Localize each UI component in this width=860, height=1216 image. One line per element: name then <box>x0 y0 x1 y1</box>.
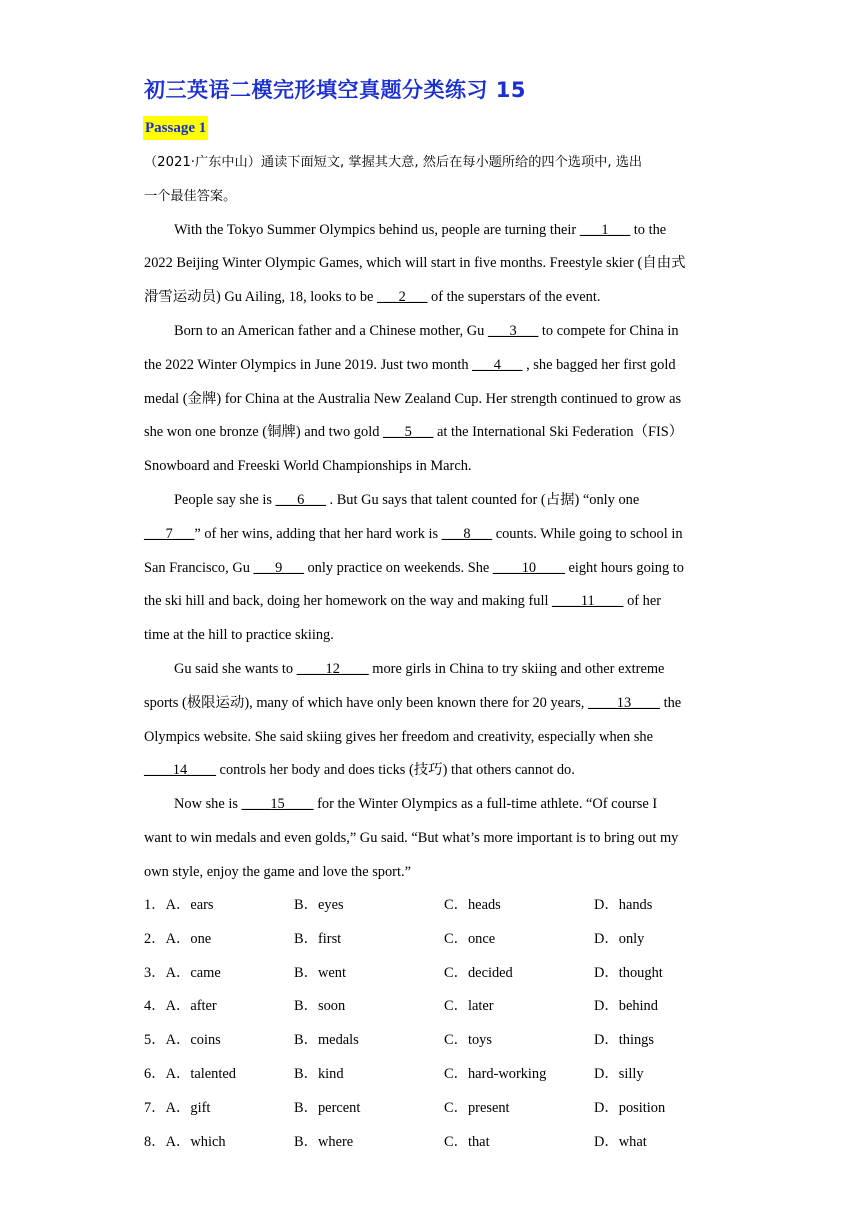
passage-line <box>144 653 716 687</box>
passage-line <box>144 552 716 586</box>
option-row <box>144 1092 716 1126</box>
passage-tag: Passage 1 <box>143 116 208 140</box>
passage-line <box>144 416 716 450</box>
passage-line <box>144 450 716 484</box>
option-choice: C．that <box>444 1133 490 1150</box>
passage-text-segment: of her <box>623 593 662 610</box>
answer-blank: ____12____ <box>296 660 369 677</box>
option-choice: C．present <box>444 1099 510 1116</box>
passage-body <box>144 146 716 890</box>
option-row <box>144 923 716 957</box>
option-choice: B．first <box>294 930 342 947</box>
option-choice: 1．A．ears <box>144 897 214 913</box>
passage-line <box>144 383 716 417</box>
passage-text-segment: Now she is <box>174 796 242 813</box>
passage-text-segment: Gu said she wants to <box>174 660 297 677</box>
option-choice: C．toys <box>444 1032 492 1049</box>
option-choice: C．heads <box>444 897 501 913</box>
option-choice: C．once <box>444 930 496 947</box>
passage-line <box>144 518 716 552</box>
passage-line <box>144 721 716 755</box>
passage-text-segment: at the International Ski Federation（FIS） <box>433 424 684 441</box>
passage-line <box>144 315 716 349</box>
answer-blank: ____14____ <box>144 762 216 779</box>
answer-blank: ___9___ <box>253 559 304 576</box>
instructions-line-2: 一个最佳答案。 <box>144 188 237 204</box>
option-choice: D．what <box>594 1133 647 1150</box>
option-choice: D．thought <box>594 964 663 981</box>
option-row <box>144 1058 716 1092</box>
passage-text-segment: , she bagged her first gold <box>522 356 676 373</box>
passage-text-segment: the ski hill and back, doing her homework on the way and making full <box>144 593 553 610</box>
option-choice: D．position <box>594 1099 666 1116</box>
option-row <box>144 1024 716 1058</box>
passage-text-segment: to compete for China in <box>538 322 679 339</box>
passage-text-segment: 2022 Beijing Winter Olympic Games, which will start in five months. Freestyle skier (自由式 <box>144 255 686 272</box>
passage-text-segment: counts. While going to school in <box>492 525 683 542</box>
answer-blank: ___7___ <box>144 525 195 542</box>
passage-text-segment: the <box>659 694 682 711</box>
passage-text-segment: Snowboard and Freeski World Championships in March. <box>144 458 472 475</box>
option-choice: D．only <box>594 930 645 947</box>
passage-text <box>144 214 716 890</box>
passage-text-segment: Olympics website. She said skiing gives her freedom and creativity, especially when she <box>144 728 653 745</box>
passage-text-segment: for the Winter Olympics as a full-time athlete. “Of course I <box>313 796 658 813</box>
passage-text-segment: sports (极限运动), many of which have only been known there for 20 years, <box>144 694 589 711</box>
answer-blank: ____13____ <box>588 694 660 711</box>
option-choice: 7．A．gift <box>144 1099 211 1116</box>
passage-line <box>144 619 716 653</box>
answer-blank: ___6___ <box>275 491 326 508</box>
option-choice: C．hard-working <box>444 1065 547 1082</box>
option-row <box>144 990 716 1024</box>
option-choice: B．kind <box>294 1065 344 1082</box>
answer-blank: ___3___ <box>487 322 539 339</box>
passage-line <box>144 856 716 890</box>
passage-text-segment: San Francisco, Gu <box>144 559 254 576</box>
option-choice: D．silly <box>594 1065 644 1082</box>
option-choice: B．eyes <box>294 897 344 913</box>
option-row <box>144 957 716 991</box>
passage-line <box>144 687 716 721</box>
answer-blank: ____10____ <box>492 559 565 576</box>
option-choice: C．later <box>444 998 494 1015</box>
passage-line <box>144 754 716 788</box>
passage-line <box>144 585 716 619</box>
passage-text-segment: People say she is <box>174 491 276 508</box>
passage-text-segment: With the Tokyo Summer Olympics behind us, people are turning their <box>174 221 580 238</box>
passage-text-segment: more girls in China to try skiing and other extreme <box>368 660 665 677</box>
passage-line <box>144 281 716 315</box>
passage-text-segment: to the <box>630 221 667 238</box>
option-choice: 8．A．which <box>144 1133 226 1150</box>
option-choice: B．where <box>294 1133 354 1150</box>
instructions-line-1: （2021·广东中山）通读下面短文, 掌握其大意, 然后在每小题所给的四个选项中, 选出 <box>144 155 643 170</box>
answer-blank: ___2___ <box>377 289 428 306</box>
passage-text-segment: ” of her wins, adding that her hard work is <box>194 525 442 542</box>
options-list <box>144 889 716 1159</box>
option-choice: 2．A．one <box>144 930 212 947</box>
passage-line <box>144 247 716 281</box>
option-choice: B．soon <box>294 998 346 1015</box>
answer-blank: ___1___ <box>579 221 631 238</box>
passage-text-segment: own style, enjoy the game and love the sport.” <box>144 863 411 880</box>
answer-blank: ___4___ <box>472 356 523 373</box>
passage-line <box>144 214 716 248</box>
passage-text-segment: eight hours going to <box>564 559 684 576</box>
passage-text-segment: want to win medals and even golds,” Gu said. “But what’s more important is to bring out my <box>144 829 679 846</box>
option-choice: 3．A．came <box>144 964 221 981</box>
option-choice: 4．A．after <box>144 998 217 1015</box>
page-title: 初三英语二模完形填空真题分类练习 15 <box>144 78 527 102</box>
option-choice: D．things <box>594 1032 654 1049</box>
passage-text-segment: the 2022 Winter Olympics in June 2019. Just two month <box>144 356 473 373</box>
passage-text-segment: of the superstars of the event. <box>427 289 601 306</box>
passage-text-segment: . But Gu says that talent counted for (占据) “only one <box>325 491 640 508</box>
option-row <box>144 889 716 923</box>
passage-line <box>144 822 716 856</box>
option-choice: D．behind <box>594 998 658 1015</box>
option-choice: B．medals <box>294 1032 359 1049</box>
passage-line <box>144 349 716 383</box>
passage-line <box>144 484 716 518</box>
passage-text-segment: Born to an American father and a Chinese mother, Gu <box>174 322 488 339</box>
option-choice: D．hands <box>594 897 653 913</box>
passage-text-segment: time at the hill to practice skiing. <box>144 627 334 644</box>
option-choice: 6．A．talented <box>144 1065 236 1082</box>
passage-text-segment: only practice on weekends. She <box>303 559 493 576</box>
option-choice: 5．A．coins <box>144 1032 221 1049</box>
passage-text-segment: 滑雪运动员) Gu Ailing, 18, looks to be <box>144 289 378 306</box>
option-choice: B．percent <box>294 1099 361 1116</box>
passage-text-segment: she won one bronze (铜牌) and two gold <box>144 424 383 441</box>
option-choice: C．decided <box>444 964 513 981</box>
passage-text-segment: medal (金牌) for China at the Australia New Zealand Cup. Her strength continued to grow as <box>144 390 682 407</box>
answer-blank: ____15____ <box>241 796 314 813</box>
answer-blank: ___5___ <box>383 424 434 441</box>
answer-blank: ____11____ <box>552 593 624 610</box>
passage-text-segment: controls her body and does ticks (技巧) that others cannot do. <box>215 762 575 779</box>
option-row <box>144 1126 716 1160</box>
option-choice: B．went <box>294 964 346 981</box>
answer-blank: ___8___ <box>441 525 493 542</box>
passage-line <box>144 788 716 822</box>
